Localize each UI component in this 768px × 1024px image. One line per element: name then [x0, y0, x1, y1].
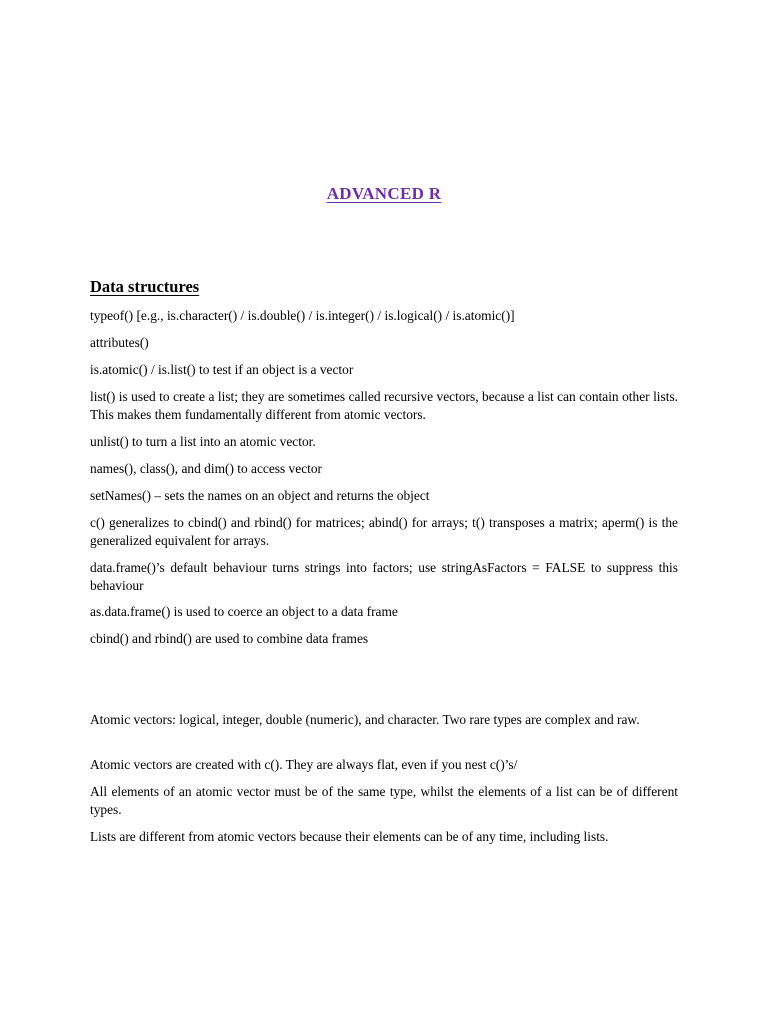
paragraph: as.data.frame() is used to coerce an object to a data frame [90, 604, 398, 619]
document-title: ADVANCED R [326, 184, 442, 203]
paragraph: attributes() [90, 335, 149, 350]
paragraph: Atomic vectors are created with c(). They are always flat, even if you nest c()’s/ [90, 757, 518, 772]
section-heading: Data structures [90, 277, 200, 296]
paragraph: unlist() to turn a list into an atomic vector. [90, 434, 316, 449]
paragraph: list() is used to create a list; they are sometimes called recursive vectors, because a list can contain other lists. This makes them fundamentally different from atomic vectors. [90, 389, 678, 422]
paragraph: setNames() – sets the names on an object and returns the object [90, 488, 430, 503]
paragraph: names(), class(), and dim() to access vector [90, 461, 323, 476]
paragraph: cbind() and rbind() are used to combine data frames [90, 631, 369, 646]
paragraph: Atomic vectors: logical, integer, double (numeric), and character. Two rare types are complex and raw. [90, 712, 640, 727]
paragraph: typeof() [e.g., is.character() / is.double() / is.integer() / is.logical() / is.atomic()] [90, 308, 515, 323]
paragraph: c() generalizes to cbind() and rbind() for matrices; abind() for arrays; t() transposes a matrix; aperm() is the generalized equivalent for arrays. [90, 515, 678, 548]
paragraph: Lists are different from atomic vectors because their elements can be of any time, including lists. [90, 829, 609, 844]
paragraph: is.atomic() / is.list() to test if an object is a vector [90, 362, 354, 377]
paragraph: All elements of an atomic vector must be of the same type, whilst the elements of a list can be of different types. [90, 784, 678, 817]
paragraph: data.frame()’s default behaviour turns strings into factors; use stringAsFactors = FALSE to suppress this behaviour [90, 560, 678, 593]
